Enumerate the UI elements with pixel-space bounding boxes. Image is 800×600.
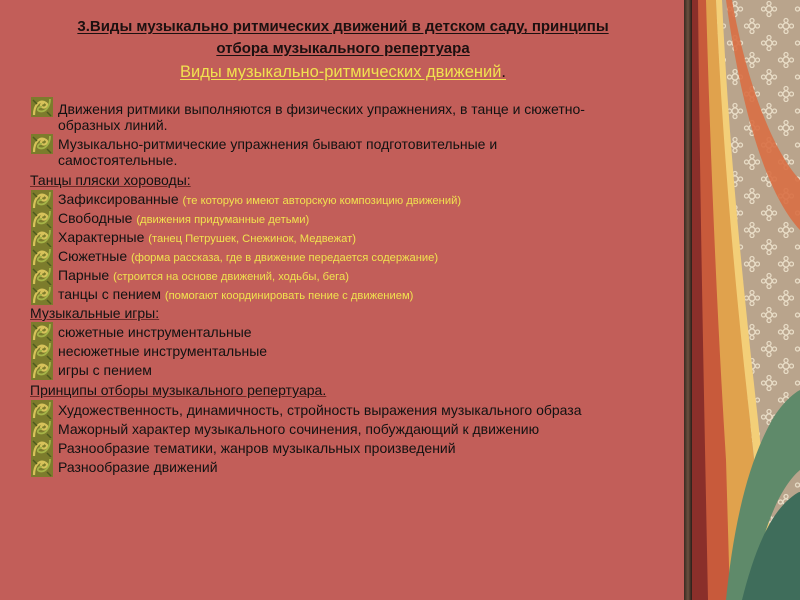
dance-type-item [58,191,461,210]
ornamental-swirl-bullet-icon [31,360,53,380]
intro-item-line-1: Движения ритмики выполняются в физических упражнениях, в танце и сюжетно- [58,101,585,117]
dance-type-note: (помогают координировать пение с движением) [164,290,414,302]
ornamental-swirl-bullet-icon [31,97,53,117]
dance-type-note: (строится на основе движений, ходьбы, бега) [113,271,349,283]
ornamental-swirl-bullet-icon [31,266,53,286]
game-type-item: несюжетные инструментальные [58,343,268,359]
dance-type-note: (танец Петрушек, Снежинок, Медвежат) [148,233,356,245]
dance-type-item [58,286,413,305]
dance-type-label: Характерные [58,229,145,245]
intro-item-line-2: образных линий. [58,117,168,133]
slide-title-line-1: 3.Виды музыкально ритмических движений в детском саду, принципы [77,18,609,35]
intro-item-line-2: самостоятельные. [58,152,178,168]
dance-type-label: Парные [58,267,110,283]
games-heading: Музыкальные игры: [30,305,160,321]
ornamental-swirl-bullet-icon [31,322,53,342]
ornamental-swirl-bullet-icon [31,228,53,248]
dance-type-item [58,248,438,267]
game-type-item: игры с пением [58,362,152,378]
principle-item: Разнообразие тематики, жанров музыкальных произведений [58,440,456,456]
dance-type-label: Свободные [58,210,133,226]
intro-item-line-1: Музыкально-ритмические упражнения бывают подготовительные и [58,136,498,152]
dance-type-note: (те которую имеют авторскую композицию движений) [182,195,462,207]
slide-title-line-2: отбора музыкального репертуара [216,40,470,57]
ornamental-swirl-bullet-icon [31,438,53,458]
ornamental-swirl-bullet-icon [31,247,53,267]
dance-type-note: (движения придуманные детьми) [136,214,310,226]
dance-type-label: танцы с пением [58,286,161,302]
subtitle-text: Виды музыкально-ритмических движений [179,63,502,81]
principle-item: Разнообразие движений [58,459,218,475]
ornamental-swirl-bullet-icon [31,419,53,439]
dance-type-label: Сюжетные [58,248,128,264]
dance-type-item [58,210,309,229]
principles-heading: Принципы отборы музыкального репертуара. [30,382,327,398]
ornamental-swirl-bullet-icon [31,400,53,420]
dance-type-item [58,267,349,286]
ornamental-swirl-bullet-icon [31,457,53,477]
ornamental-swirl-bullet-icon [31,209,53,229]
panel-border [684,0,692,600]
ornamental-swirl-bullet-icon [31,134,53,154]
dance-type-note: (форма рассказа, где в движение передается содержание) [131,252,439,264]
game-type-item: сюжетные инструментальные [58,324,252,340]
principle-item: Мажорный характер музыкального сочинения, побуждающий к движению [58,421,540,437]
dance-type-label: Зафиксированные [58,191,179,207]
principle-item: Художественность, динамичность, стройность выражения музыкального образа [58,402,582,418]
subtitle-period: . [501,63,507,81]
dances-heading: Танцы пляски хороводы: [30,172,191,188]
decorative-flower-ribbon-art [692,0,800,600]
slide-subtitle [0,63,686,82]
ornamental-swirl-bullet-icon [31,190,53,210]
dance-type-item [58,229,356,248]
ornamental-swirl-bullet-icon [31,341,53,361]
ornamental-swirl-bullet-icon [31,285,53,305]
